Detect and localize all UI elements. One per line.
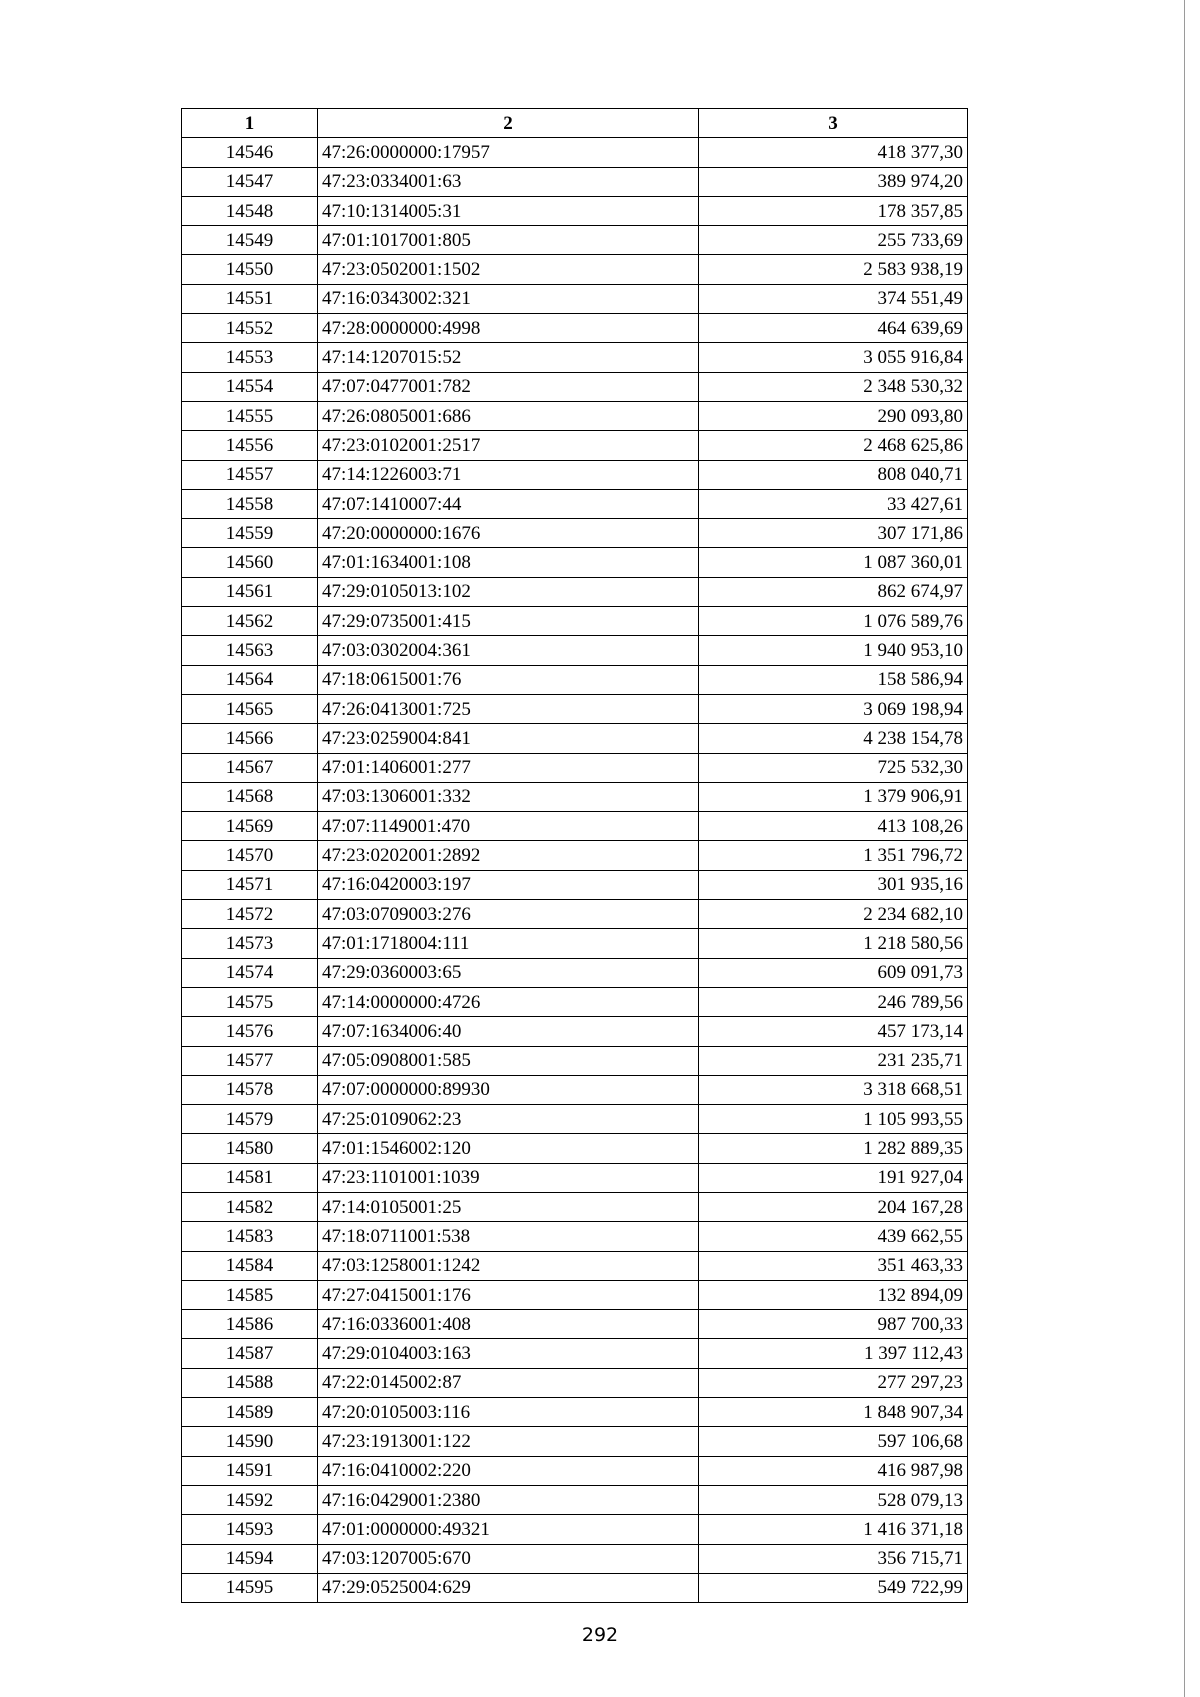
cadastral-number-cell: 47:03:0709003:276 bbox=[318, 900, 699, 929]
table-row bbox=[182, 929, 968, 958]
table-row bbox=[182, 1017, 968, 1046]
table-row bbox=[182, 1192, 968, 1221]
cadastral-number-cell: 47:14:0105001:25 bbox=[318, 1192, 699, 1221]
table-row bbox=[182, 284, 968, 313]
table-row bbox=[182, 958, 968, 987]
value-cell: 1 397 112,43 bbox=[699, 1339, 968, 1368]
value-cell: 862 674,97 bbox=[699, 577, 968, 606]
table-row bbox=[182, 782, 968, 811]
cadastral-number-cell: 47:18:0615001:76 bbox=[318, 665, 699, 694]
table-row bbox=[182, 1251, 968, 1280]
table-row bbox=[182, 1398, 968, 1427]
cadastral-number-cell: 47:03:1207005:670 bbox=[318, 1544, 699, 1573]
cadastral-number-cell: 47:29:0360003:65 bbox=[318, 958, 699, 987]
table-row bbox=[182, 1163, 968, 1192]
cadastral-number-cell: 47:01:1634001:108 bbox=[318, 548, 699, 577]
cadastral-number-cell: 47:03:1258001:1242 bbox=[318, 1251, 699, 1280]
cadastral-number-cell: 47:29:0735001:415 bbox=[318, 607, 699, 636]
row-number-cell: 14563 bbox=[182, 636, 318, 665]
value-cell: 246 789,56 bbox=[699, 987, 968, 1016]
value-cell: 290 093,80 bbox=[699, 401, 968, 430]
row-number-cell: 14557 bbox=[182, 460, 318, 489]
table-row bbox=[182, 812, 968, 841]
table-row bbox=[182, 1485, 968, 1514]
value-cell: 2 348 530,32 bbox=[699, 372, 968, 401]
cadastral-number-cell: 47:16:0410002:220 bbox=[318, 1456, 699, 1485]
row-number-cell: 14582 bbox=[182, 1192, 318, 1221]
table-row bbox=[182, 489, 968, 518]
table-row bbox=[182, 577, 968, 606]
table-row bbox=[182, 1046, 968, 1075]
cadastral-number-cell: 47:29:0525004:629 bbox=[318, 1573, 699, 1602]
value-cell: 1 282 889,35 bbox=[699, 1134, 968, 1163]
row-number-cell: 14560 bbox=[182, 548, 318, 577]
cadastral-value-table bbox=[181, 108, 968, 1603]
value-cell: 439 662,55 bbox=[699, 1222, 968, 1251]
value-cell: 158 586,94 bbox=[699, 665, 968, 694]
row-number-cell: 14574 bbox=[182, 958, 318, 987]
value-cell: 609 091,73 bbox=[699, 958, 968, 987]
table-row bbox=[182, 372, 968, 401]
table-row bbox=[182, 694, 968, 723]
table-row bbox=[182, 987, 968, 1016]
row-number-cell: 14571 bbox=[182, 870, 318, 899]
row-number-cell: 14591 bbox=[182, 1456, 318, 1485]
row-number-cell: 14561 bbox=[182, 577, 318, 606]
table-row bbox=[182, 1222, 968, 1251]
table-row bbox=[182, 314, 968, 343]
cadastral-number-cell: 47:16:0429001:2380 bbox=[318, 1485, 699, 1514]
table-row bbox=[182, 343, 968, 372]
cadastral-number-cell: 47:27:0415001:176 bbox=[318, 1280, 699, 1309]
value-cell: 3 318 668,51 bbox=[699, 1075, 968, 1104]
cadastral-number-cell: 47:05:0908001:585 bbox=[318, 1046, 699, 1075]
page-number: 292 bbox=[581, 1624, 619, 1646]
cadastral-number-cell: 47:23:1101001:1039 bbox=[318, 1163, 699, 1192]
cadastral-number-cell: 47:07:0000000:89930 bbox=[318, 1075, 699, 1104]
cadastral-number-cell: 47:03:1306001:332 bbox=[318, 782, 699, 811]
value-cell: 277 297,23 bbox=[699, 1368, 968, 1397]
row-number-cell: 14593 bbox=[182, 1515, 318, 1544]
row-number-cell: 14583 bbox=[182, 1222, 318, 1251]
row-number-cell: 14580 bbox=[182, 1134, 318, 1163]
row-number-cell: 14565 bbox=[182, 694, 318, 723]
table-row bbox=[182, 1573, 968, 1602]
value-cell: 178 357,85 bbox=[699, 196, 968, 225]
table-row bbox=[182, 138, 968, 167]
table-row bbox=[182, 519, 968, 548]
cadastral-number-cell: 47:07:0477001:782 bbox=[318, 372, 699, 401]
value-cell: 2 468 625,86 bbox=[699, 431, 968, 460]
cadastral-number-cell: 47:26:0000000:17957 bbox=[318, 138, 699, 167]
value-cell: 389 974,20 bbox=[699, 167, 968, 196]
value-cell: 307 171,86 bbox=[699, 519, 968, 548]
row-number-cell: 14594 bbox=[182, 1544, 318, 1573]
cadastral-number-cell: 47:14:0000000:4726 bbox=[318, 987, 699, 1016]
table-row bbox=[182, 753, 968, 782]
cadastral-number-cell: 47:23:0102001:2517 bbox=[318, 431, 699, 460]
cadastral-number-cell: 47:23:1913001:122 bbox=[318, 1427, 699, 1456]
column-header-1: 1 bbox=[182, 109, 318, 138]
row-number-cell: 14568 bbox=[182, 782, 318, 811]
row-number-cell: 14556 bbox=[182, 431, 318, 460]
row-number-cell: 14548 bbox=[182, 196, 318, 225]
table-row bbox=[182, 1339, 968, 1368]
row-number-cell: 14592 bbox=[182, 1485, 318, 1514]
value-cell: 416 987,98 bbox=[699, 1456, 968, 1485]
cadastral-number-cell: 47:23:0502001:1502 bbox=[318, 255, 699, 284]
table-row bbox=[182, 196, 968, 225]
table-row bbox=[182, 870, 968, 899]
value-cell: 725 532,30 bbox=[699, 753, 968, 782]
row-number-cell: 14547 bbox=[182, 167, 318, 196]
row-number-cell: 14552 bbox=[182, 314, 318, 343]
row-number-cell: 14546 bbox=[182, 138, 318, 167]
table-row bbox=[182, 636, 968, 665]
value-cell: 418 377,30 bbox=[699, 138, 968, 167]
table-row bbox=[182, 724, 968, 753]
value-cell: 255 733,69 bbox=[699, 226, 968, 255]
row-number-cell: 14572 bbox=[182, 900, 318, 929]
value-cell: 457 173,14 bbox=[699, 1017, 968, 1046]
row-number-cell: 14575 bbox=[182, 987, 318, 1016]
table-row bbox=[182, 900, 968, 929]
row-number-cell: 14585 bbox=[182, 1280, 318, 1309]
value-cell: 597 106,68 bbox=[699, 1427, 968, 1456]
value-cell: 808 040,71 bbox=[699, 460, 968, 489]
cadastral-number-cell: 47:01:1017001:805 bbox=[318, 226, 699, 255]
value-cell: 987 700,33 bbox=[699, 1310, 968, 1339]
cadastral-number-cell: 47:16:0336001:408 bbox=[318, 1310, 699, 1339]
cadastral-number-cell: 47:20:0000000:1676 bbox=[318, 519, 699, 548]
value-cell: 33 427,61 bbox=[699, 489, 968, 518]
table-row bbox=[182, 1075, 968, 1104]
cadastral-number-cell: 47:22:0145002:87 bbox=[318, 1368, 699, 1397]
row-number-cell: 14564 bbox=[182, 665, 318, 694]
row-number-cell: 14554 bbox=[182, 372, 318, 401]
value-cell: 1 351 796,72 bbox=[699, 841, 968, 870]
row-number-cell: 14589 bbox=[182, 1398, 318, 1427]
cadastral-number-cell: 47:25:0109062:23 bbox=[318, 1105, 699, 1134]
cadastral-number-cell: 47:26:0805001:686 bbox=[318, 401, 699, 430]
row-number-cell: 14553 bbox=[182, 343, 318, 372]
table-row bbox=[182, 665, 968, 694]
value-cell: 204 167,28 bbox=[699, 1192, 968, 1221]
cadastral-number-cell: 47:23:0259004:841 bbox=[318, 724, 699, 753]
value-cell: 132 894,09 bbox=[699, 1280, 968, 1309]
column-header-2: 2 bbox=[318, 109, 699, 138]
cadastral-number-cell: 47:20:0105003:116 bbox=[318, 1398, 699, 1427]
row-number-cell: 14581 bbox=[182, 1163, 318, 1192]
value-cell: 1 940 953,10 bbox=[699, 636, 968, 665]
value-cell: 2 583 938,19 bbox=[699, 255, 968, 284]
value-cell: 1 087 360,01 bbox=[699, 548, 968, 577]
cadastral-number-cell: 47:14:1207015:52 bbox=[318, 343, 699, 372]
table-row bbox=[182, 1105, 968, 1134]
value-cell: 231 235,71 bbox=[699, 1046, 968, 1075]
table-row bbox=[182, 401, 968, 430]
cadastral-number-cell: 47:01:1718004:111 bbox=[318, 929, 699, 958]
table-row bbox=[182, 255, 968, 284]
row-number-cell: 14579 bbox=[182, 1105, 318, 1134]
cadastral-number-cell: 47:07:1634006:40 bbox=[318, 1017, 699, 1046]
value-cell: 374 551,49 bbox=[699, 284, 968, 313]
table-row bbox=[182, 460, 968, 489]
row-number-cell: 14590 bbox=[182, 1427, 318, 1456]
value-cell: 3 069 198,94 bbox=[699, 694, 968, 723]
table-row bbox=[182, 1310, 968, 1339]
value-cell: 413 108,26 bbox=[699, 812, 968, 841]
row-number-cell: 14567 bbox=[182, 753, 318, 782]
row-number-cell: 14586 bbox=[182, 1310, 318, 1339]
value-cell: 1 379 906,91 bbox=[699, 782, 968, 811]
value-cell: 549 722,99 bbox=[699, 1573, 968, 1602]
cadastral-number-cell: 47:28:0000000:4998 bbox=[318, 314, 699, 343]
row-number-cell: 14570 bbox=[182, 841, 318, 870]
page-edge-divider bbox=[1184, 0, 1185, 1697]
row-number-cell: 14588 bbox=[182, 1368, 318, 1397]
cadastral-number-cell: 47:29:0105013:102 bbox=[318, 577, 699, 606]
table-row bbox=[182, 1515, 968, 1544]
table-row bbox=[182, 431, 968, 460]
table-row bbox=[182, 1427, 968, 1456]
row-number-cell: 14558 bbox=[182, 489, 318, 518]
value-cell: 1 848 907,34 bbox=[699, 1398, 968, 1427]
row-number-cell: 14559 bbox=[182, 519, 318, 548]
cadastral-number-cell: 47:14:1226003:71 bbox=[318, 460, 699, 489]
row-number-cell: 14573 bbox=[182, 929, 318, 958]
cadastral-number-cell: 47:16:0343002:321 bbox=[318, 284, 699, 313]
value-cell: 1 416 371,18 bbox=[699, 1515, 968, 1544]
table-row bbox=[182, 1280, 968, 1309]
row-number-cell: 14578 bbox=[182, 1075, 318, 1104]
value-cell: 301 935,16 bbox=[699, 870, 968, 899]
table-row bbox=[182, 1544, 968, 1573]
value-cell: 1 105 993,55 bbox=[699, 1105, 968, 1134]
table-row bbox=[182, 167, 968, 196]
value-cell: 1 218 580,56 bbox=[699, 929, 968, 958]
cadastral-number-cell: 47:23:0202001:2892 bbox=[318, 841, 699, 870]
row-number-cell: 14550 bbox=[182, 255, 318, 284]
value-cell: 191 927,04 bbox=[699, 1163, 968, 1192]
cadastral-number-cell: 47:01:0000000:49321 bbox=[318, 1515, 699, 1544]
cadastral-number-cell: 47:03:0302004:361 bbox=[318, 636, 699, 665]
cadastral-number-cell: 47:23:0334001:63 bbox=[318, 167, 699, 196]
cadastral-number-cell: 47:29:0104003:163 bbox=[318, 1339, 699, 1368]
row-number-cell: 14569 bbox=[182, 812, 318, 841]
row-number-cell: 14566 bbox=[182, 724, 318, 753]
table-row bbox=[182, 226, 968, 255]
header-row bbox=[182, 109, 968, 138]
value-cell: 1 076 589,76 bbox=[699, 607, 968, 636]
row-number-cell: 14549 bbox=[182, 226, 318, 255]
table-header bbox=[182, 109, 968, 138]
table-row bbox=[182, 607, 968, 636]
table-row bbox=[182, 1456, 968, 1485]
table-row bbox=[182, 841, 968, 870]
cadastral-number-cell: 47:07:1410007:44 bbox=[318, 489, 699, 518]
value-cell: 356 715,71 bbox=[699, 1544, 968, 1573]
table-row bbox=[182, 1134, 968, 1163]
value-cell: 3 055 916,84 bbox=[699, 343, 968, 372]
cadastral-number-cell: 47:07:1149001:470 bbox=[318, 812, 699, 841]
row-number-cell: 14587 bbox=[182, 1339, 318, 1368]
table-body bbox=[182, 138, 968, 1603]
cadastral-number-cell: 47:01:1546002:120 bbox=[318, 1134, 699, 1163]
value-cell: 2 234 682,10 bbox=[699, 900, 968, 929]
row-number-cell: 14577 bbox=[182, 1046, 318, 1075]
table-row bbox=[182, 548, 968, 577]
column-header-3: 3 bbox=[699, 109, 968, 138]
cadastral-number-cell: 47:16:0420003:197 bbox=[318, 870, 699, 899]
value-cell: 351 463,33 bbox=[699, 1251, 968, 1280]
row-number-cell: 14576 bbox=[182, 1017, 318, 1046]
cadastral-number-cell: 47:26:0413001:725 bbox=[318, 694, 699, 723]
cadastral-number-cell: 47:10:1314005:31 bbox=[318, 196, 699, 225]
row-number-cell: 14595 bbox=[182, 1573, 318, 1602]
value-cell: 4 238 154,78 bbox=[699, 724, 968, 753]
row-number-cell: 14562 bbox=[182, 607, 318, 636]
cadastral-number-cell: 47:01:1406001:277 bbox=[318, 753, 699, 782]
value-cell: 528 079,13 bbox=[699, 1485, 968, 1514]
table-row bbox=[182, 1368, 968, 1397]
cadastral-number-cell: 47:18:0711001:538 bbox=[318, 1222, 699, 1251]
row-number-cell: 14551 bbox=[182, 284, 318, 313]
row-number-cell: 14555 bbox=[182, 401, 318, 430]
row-number-cell: 14584 bbox=[182, 1251, 318, 1280]
value-cell: 464 639,69 bbox=[699, 314, 968, 343]
